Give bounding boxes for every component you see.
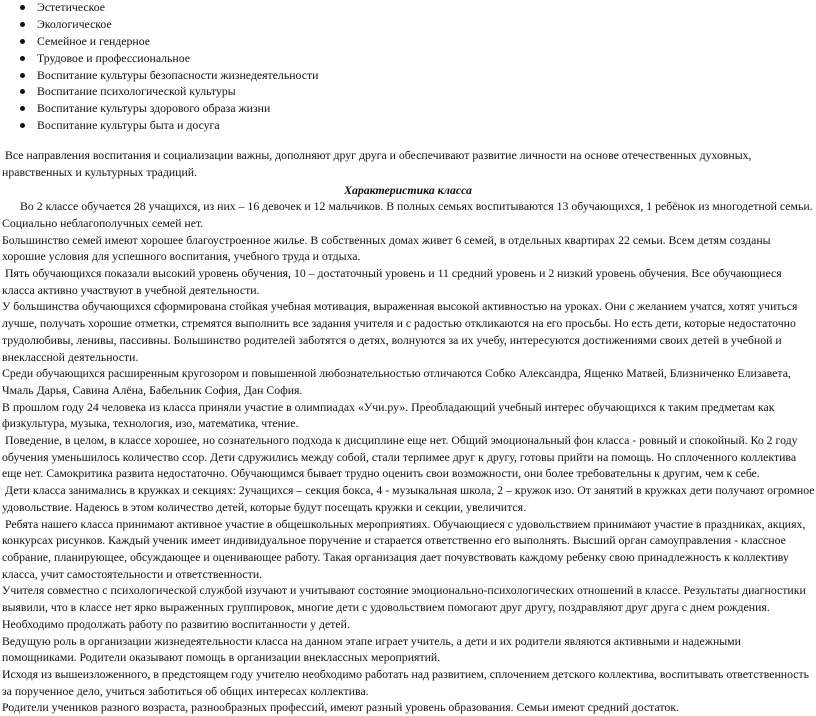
list-item-text: Семейное и гендерное	[37, 33, 151, 48]
list-item-text: Экологическое	[37, 16, 112, 31]
paragraph-olympiads: В прошлом году 24 человека из класса приняли участие в олимпиадах «Учи.ру». Преобладающий учебный интерес обучающихся к таким предметам как физкультура, музыка, технология, изо, математика, чтение.	[2, 399, 775, 431]
bullet-icon	[20, 56, 25, 61]
list-item	[0, 16, 816, 33]
bullet-icon	[20, 39, 25, 44]
bullet-icon	[20, 73, 25, 78]
paragraph-psychology: Учителя совместно с психологической службой изучают и учитывают состояние эмоционально-психологических отношений в классе. Результаты диагностики выявили, что в классе нет ярко выраженных группировок, многие дети с удовольствием помогают друг другу, поздравляют друг друга с днем рождения. Необходимо продолжать работу по развитию воспитанности у детей.	[2, 583, 806, 631]
bullet-icon	[20, 123, 25, 128]
list-item	[0, 100, 816, 117]
section-heading: Характеристика класса	[344, 182, 472, 197]
list-item-text: Эстетическое	[37, 0, 105, 14]
paragraph-motivation: У большинства обучающихся сформирована стойкая учебная мотивация, выраженная высокой активностью на уроках. Они с желанием учатся, хотят учиться лучше, получать хорошие отметки, стремятся выполнить все задания учителя и с радостью откликаются на его просьбы. Но есть дети, которые недостаточно трудолюбивы, ленивы, пассивны. Большинство родителей заботятся о детях, волнуются за их учебу, интересуются достижениями своих детей в учебной и внеклассной деятельности.	[2, 299, 798, 364]
bullet-icon	[20, 106, 25, 111]
list-item-text: Воспитание психологической культуры	[37, 84, 236, 99]
paragraph-leading-role: Ведущую роль в организации жизнедеятельности класса на данном этапе играет учитель, а дети и их родители являются активными и надежными помощниками. Родители оказывают помощь в организации внеклассных мероприятий.	[2, 633, 741, 665]
intro-paragraph: Все направления воспитания и социализации важны, дополняют друг друга и обеспечивают развитие личности на основе отечественных духовных, нравственных и культурных традиций.	[2, 148, 752, 179]
paragraph-performance-levels: Пять обучающихся показали высокий уровень обучения, 10 – достаточный уровень и 11 средний уровень и 2 низкий уровень обучения. Все обучающиеся класса активно участвуют в учебной деятельности.	[2, 266, 782, 297]
list-item-text: Воспитание культуры быта и досуга	[37, 118, 220, 133]
paragraph-parents: Родители учеников разного возраста, разнообразных профессий, имеют разный уровень образования. Семьи имеют средний достаток.	[2, 700, 679, 715]
paragraph-class-composition: Во 2 классе обучается 28 учащихся, из них – 16 девочек и 12 мальчиков. В полных семьях воспитываются 13 обучающихся, 1 ребёнок из многодетной семьи. Социально неблагополучных семей нет.	[2, 199, 813, 230]
paragraph-conclusion: Исходя из вышеизложенного, в предстоящем году учителю необходимо работать над развитием, сплочением детского коллектива, воспитывать ответственность за порученное дело, учиться заботиться об общих интересах коллектива.	[2, 666, 810, 698]
list-item	[0, 0, 816, 16]
paragraph-school-events: Ребята нашего класса принимают активное участие в общешкольных мероприятиях. Обучающиеся с удовольствием принимают участие в праздниках, акциях, конкурсах рисунков. Каждый ученик имеет индивидуальное поручение и старается ответственно его выполнять. Высший орган самоуправления - классное собрание, планирующее, обсуждающее и оценивающее работу. Такая организация дает почувствовать каждому ребенку свою принадлежность к коллективу класса, учит самостоятельности и ответственности.	[2, 516, 806, 581]
list-item	[0, 50, 816, 67]
paragraph-behavior: Поведение, в целом, в классе хорошее, но сознательного подхода к дисциплине еще нет. Общий эмоциональный фон класса - ровный и спокойный. Ко 2 году обучения уменьшилось количество ссор. Дети сдружились между собой, стали терпимее друг к другу, готовы прийти на помощь. Но сплоченного коллектива еще нет. Самокритика развита недостаточно. Обучающимся бывает трудно оценить свои возможности, они более требовательны к другим, чем к себе.	[2, 433, 798, 481]
bullet-icon	[20, 89, 25, 94]
list-item-text: Трудовое и профессиональное	[37, 50, 191, 65]
list-item	[0, 83, 816, 100]
education-directions-list	[0, 0, 816, 134]
list-item	[0, 67, 816, 84]
list-item-text: Воспитание культуры безопасности жизнедеятельности	[37, 67, 319, 82]
paragraph-clubs: Дети класса занимались в кружках и секциях: 2учащихся – секция бокса, 4 - музыкальная школа, 2 – кружок изо. От занятий в кружках дети получают огромное удовольствие. Надеюсь в этом количество детей, которые будут посещать кружки и секции, увеличится.	[2, 483, 815, 514]
list-item-text: Воспитание культуры здорового образа жизни	[37, 101, 271, 116]
list-item	[0, 117, 816, 134]
bullet-icon	[20, 22, 25, 27]
bullet-icon	[20, 5, 25, 10]
paragraph-curious-students: Среди обучающихся расширенным кругозором и повышенной любознательностью отличаются Собко Александра, Ященко Матвей, Близниченко Елизавета, Чмаль Дарья, Савина Алёна, Бабельник София, Дан София.	[2, 366, 791, 397]
paragraph-living-conditions: Большинство семей имеют хорошее благоустроенное жилье. В собственных домах живет 6 семей, в отдельных квартирах 22 семьи. Всем детям созданы хорошие условия для успешного воспитания, учебного труда и отдыха.	[2, 232, 771, 264]
list-item	[0, 33, 816, 50]
